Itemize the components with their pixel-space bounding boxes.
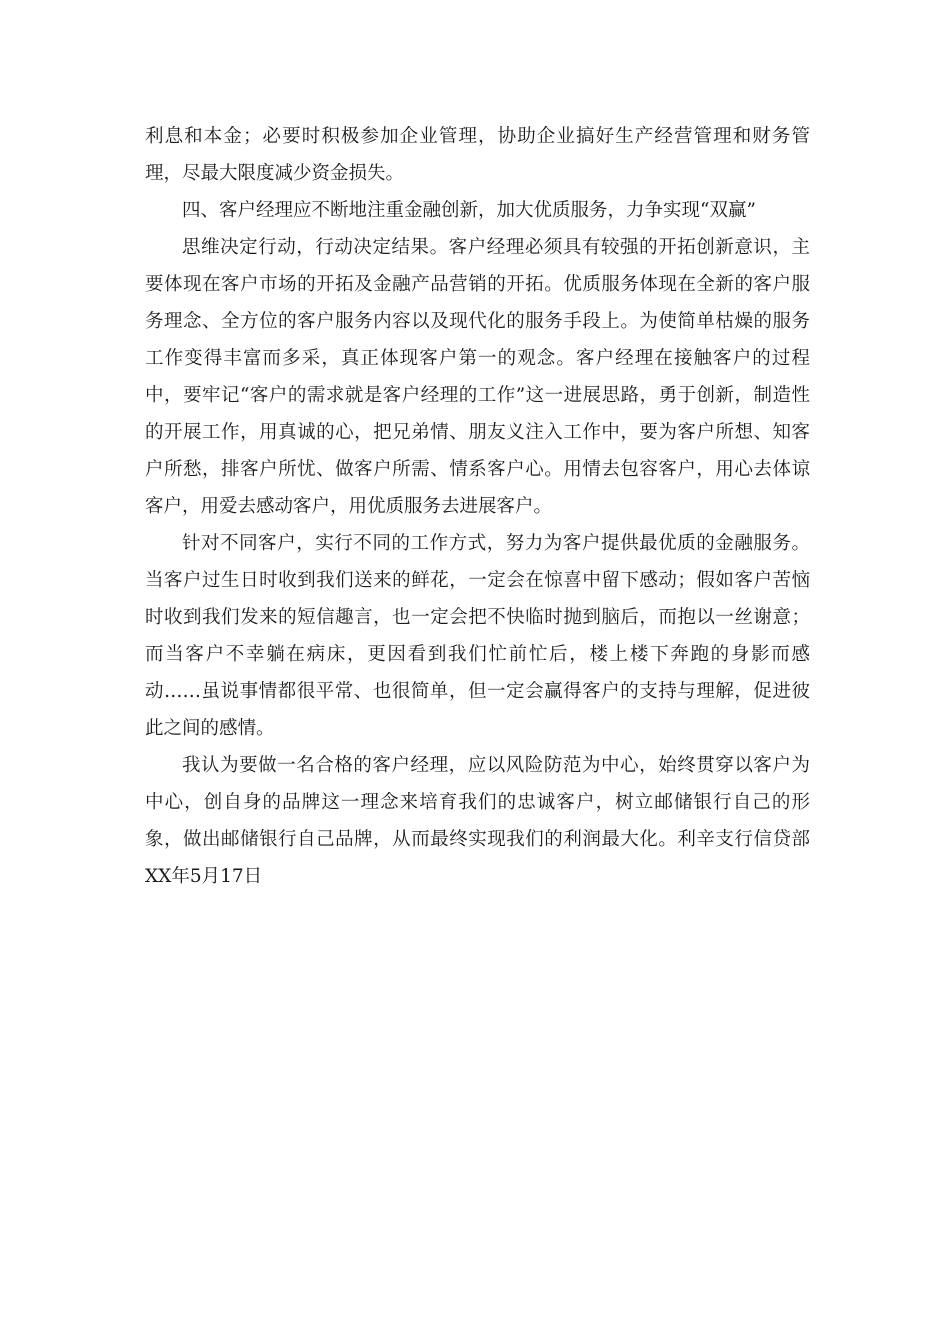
paragraph-innovation: 思维决定行动，行动决定结果。客户经理必须具有较强的开拓创新意识，主要体现在客户市场的开拓及金融产品营销的开拓。优质服务体现在全新的客户服务理念、全方位的客户服务内容以及现代化的服务手段上。为使简单枯燥的服务工作变得丰富而多采，真正体现客户第一的观念。客户经理在接触客户的过程中，要牢记“客户的需求就是客户经理的工作”这一进展思路，勇于创新，制造性的开展工作，用真诚的心，把兄弟情、朋友义注入工作中，要为客户所想、知客户所愁，排客户所忧、做客户所需、情系客户心。用情去包容客户，用心去体谅客户，用爱去感动客户，用优质服务去进展客户。 [145,237,810,517]
paragraph-conclusion: 我认为要做一名合格的客户经理，应以风险防范为中心，始终贯穿以客户为中心，创自身的品牌这一理念来培育我们的忠诚客户，树立邮储银行自己的形象，做出邮储银行自己品牌，从而最终实现我们的利润最大化。利辛支行信贷部XX年5月17日 [145,755,810,887]
document-body [145,118,810,895]
paragraph-service-examples: 针对不同客户，实行不同的工作方式，努力为客户提供最优质的金融服务。当客户过生日时收到我们送来的鲜花，一定会在惊喜中留下感动；假如客户苦恼时收到我们发来的短信趣言，也一定会把不快临时抛到脑后，而抱以一丝谢意；而当客户不幸躺在病床，更因看到我们忙前忙后，楼上楼下奔跑的身影而感动……虽说事情都很平常、也很简单，但一定会赢得客户的支持与理解，促进彼此之间的感情。 [145,533,810,739]
paragraph-1: 利息和本金；必要时积极参加企业管理，协助企业搞好生产经营管理和财务管理，尽最大限度减少资金损失。 [145,126,810,184]
section-heading-4: 四、客户经理应不断地注重金融创新，加大优质服务，力争实现“双赢” [182,200,756,221]
